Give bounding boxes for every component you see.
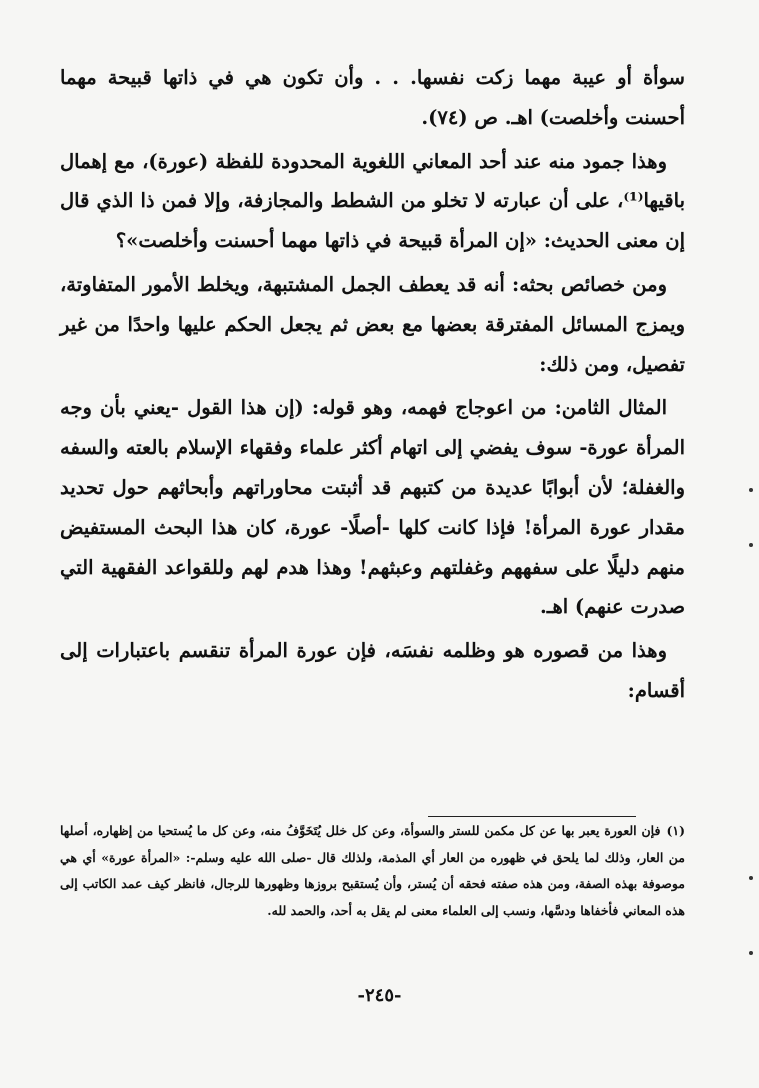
example-body: من اعوجاج فهمه، وهو قوله: (إن هذا القول -يعني بأن وجه المرأة عورة- سوف يفضي إلى اتهام أكثر علماء وفقهاء الإسلام بالعته والسفه والغفلة؛ لأن أبوابًا عديدة من كتبهم قد أثبتت محاوراتهم وأبحاثهم حول تحديد مقدار عورة المرأة! فإذا كانت كلها -أصلًا- عورة، كان هذا البحث المستفيض منهم دليلًا على سفههم وغفلتهم وعبثهم! وهذا هدم لهم وللقواعد الفقهية التي صدرت عنهم) اهـ.	[60, 396, 685, 619]
paragraph-2: وهذا جمود منه عند أحد المعاني اللغوية المحدودة للفظة (عورة)، مع إهمال باقيها⁽¹⁾، على أن عبارته لا تخلو من الشطط والمجازفة، وإلا فمن ذا الذي قال إن معنى الحديث: «إن المرأة قبيحة في ذاتها مهما أحسنت وأخلصت»؟	[60, 149, 685, 253]
paragraph-1: سوأة أو عيبة مهما زكت نفسها. . . وأن تكون هي في ذاتها قبيحة مهما أحسنت وأخلصت) اهـ. ص (٧٤).	[60, 66, 685, 129]
margin-mark	[749, 951, 753, 955]
footnotes	[60, 818, 685, 924]
footnote-separator	[428, 816, 636, 817]
footnote-number: (١)	[666, 823, 685, 838]
margin-mark	[749, 543, 753, 547]
example-heading: المثال الثامن:	[554, 396, 667, 420]
margin-mark	[749, 876, 753, 880]
margin-mark	[749, 488, 753, 492]
paragraph-4	[60, 388, 685, 627]
footnote-text: فإن العورة يعبر بها عن كل مكمن للستر والسوأة، وعن كل خلل يُتَخَوَّفُ منه، وعن كل ما يُستحيا من إظهاره، أصلها من العار، وذلك لما يلحق في ظهوره من العار أي المذمة، ولذلك قال -صلى الله عليه وسلم-: «المرأة عورة» أي هي موصوفة بهذه الصفة، ومن هذه صفته فحقه أن يُستر، وأن يُستقبح بروزها وظهورها للرجال، فانظر كيف عمد الكاتب إلى هذه المعاني فأخفاها ودسَّها، ونسب إلى العلماء معنى لم يقل به أحد، والحمد لله.	[60, 823, 685, 918]
paragraph-3: ومن خصائص بحثه: أنه قد يعطف الجمل المشتبهة، ويخلط الأمور المتفاوتة، ويمزج المسائل المفترقة بعضها مع بعض ثم يجعل الحكم عليها واحدًا من غير تفصيل، ومن ذلك:	[60, 272, 685, 376]
paragraph-5: وهذا من قصوره هو وظلمه نفسَه، فإن عورة المرأة تنقسم باعتبارات إلى أقسام:	[60, 639, 685, 702]
page-number: -٢٤٥-	[357, 985, 402, 1006]
main-text	[60, 58, 685, 711]
